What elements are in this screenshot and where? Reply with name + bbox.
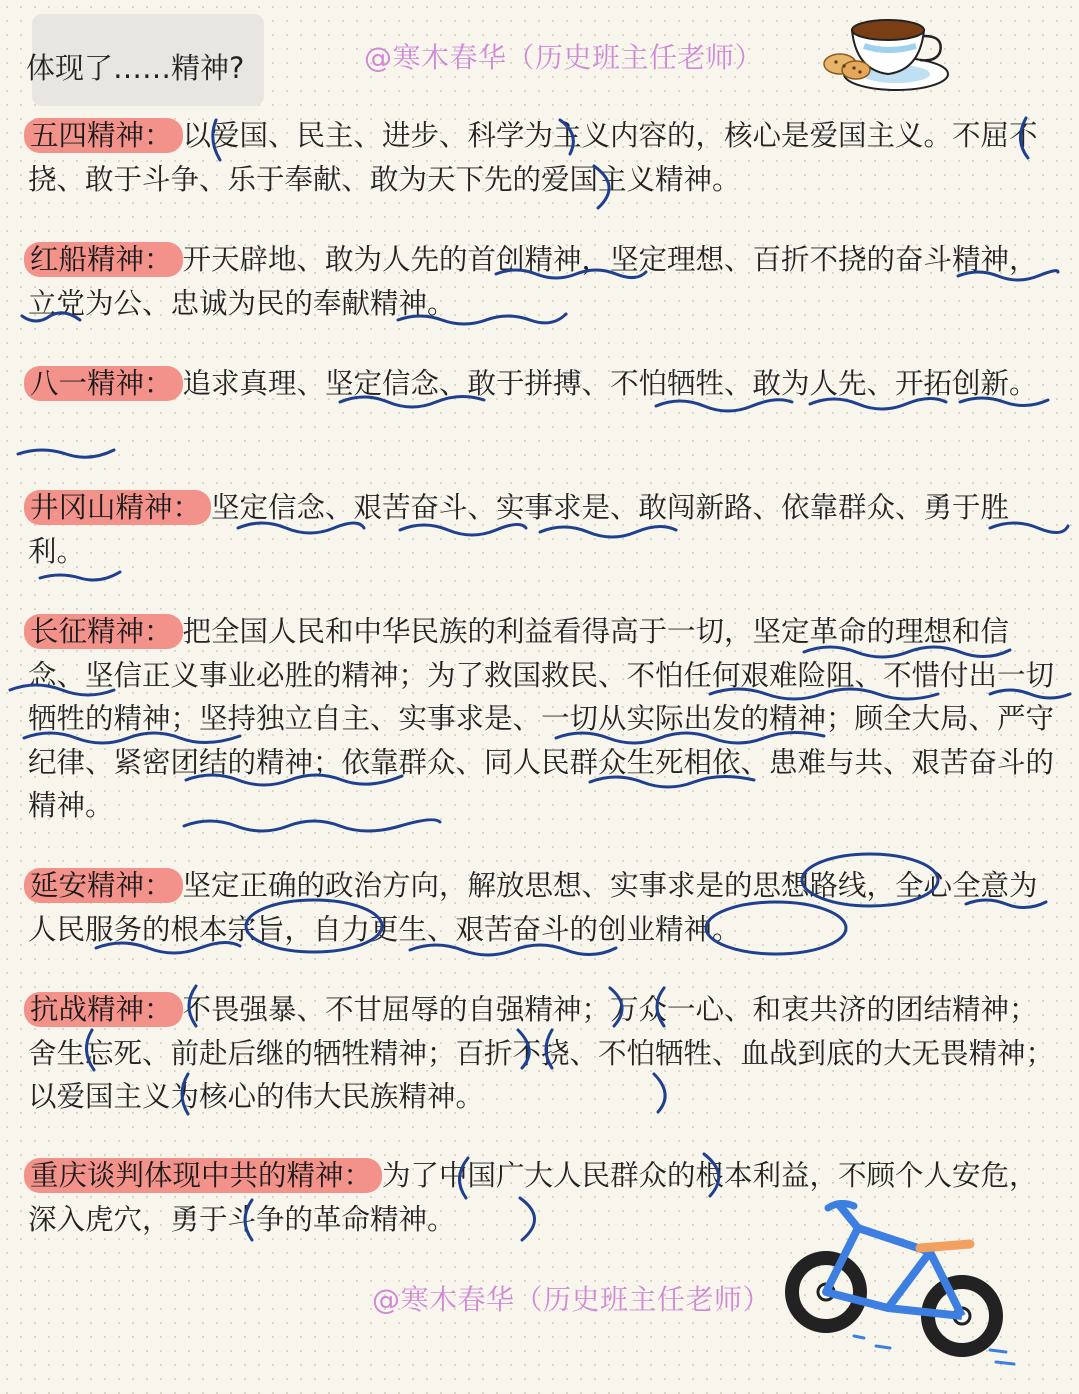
section-label: 红船精神： xyxy=(24,242,183,277)
section-text: 追求真理、坚定信念、敢于拼搏、不怕牺牲、敢为人先、开拓创新。 xyxy=(182,367,1038,400)
section-bayi xyxy=(28,362,1058,406)
section-text: 把全国人民和中华民族的利益看得高于一切，坚定革命的理想和信念、坚信正义事业必胜的精神；为了救国救民、不怕任何艰难险阻、不惜付出一切牺牲的精神；坚持独立自主、实事求是、一切从实际出发的精神；顾全大局、严守纪律、紧密团结的精神；依靠群众、同人民群众生死相依、患难与共、艰苦奋斗的精神。 xyxy=(28,615,1055,822)
section-text: 以爱国、民主、进步、科学为主义内容的，核心是爱国主义。不屈不挠、敢于斗争、乐于奉献、敢为天下先的爱国主义精神。 xyxy=(28,119,1038,196)
page-title: 体现了……精神? xyxy=(26,51,245,85)
section-text: 不畏强暴、不甘屈辱的自强精神；万众一心、和衷共济的团结精神；舍生忘死、前赴后继的牺牲精神；百折不挠、不怕牺牲、血战到底的大无畏精神；以爱国主义为核心的伟大民族精神。 xyxy=(28,993,1055,1113)
coffee-cup-icon xyxy=(812,8,957,96)
section-jinggangshan xyxy=(28,486,1058,573)
section-yanan xyxy=(28,864,1058,951)
section-changzheng xyxy=(28,610,1058,828)
section-text: 为了中国广大人民群众的根本利益，不顾个人安危，深入虎穴，勇于斗争的革命精神。 xyxy=(28,1159,1038,1236)
section-hongchuan xyxy=(28,238,1058,325)
section-label: 长征精神： xyxy=(24,614,183,649)
section-text: 坚定正确的政治方向，解放思想、实事求是的思想路线，全心全意为人民服务的根本宗旨，自力更生、艰苦奋斗的创业精神。 xyxy=(28,869,1038,946)
section-label: 延安精神： xyxy=(24,868,183,903)
section-label: 抗战精神： xyxy=(24,992,183,1027)
watermark-bottom: @寒木春华（历史班主任老师） xyxy=(372,1283,772,1316)
section-label: 井冈山精神： xyxy=(24,490,211,525)
section-kangzhan xyxy=(28,988,1058,1119)
section-text: 坚定信念、艰苦奋斗、实事求是、敢闯新路、依靠群众、勇于胜利。 xyxy=(28,491,1010,568)
bicycle-icon xyxy=(780,1200,1030,1370)
watermark-top: @寒木春华（历史班主任老师） xyxy=(364,41,764,74)
section-text: 开天辟地、敢为人先的首创精神，坚定理想、百折不挠的奋斗精神，立党为公、忠诚为民的奉献精神。 xyxy=(28,243,1038,320)
section-wusi xyxy=(28,114,1058,201)
section-label: 重庆谈判体现中共的精神： xyxy=(24,1158,382,1193)
section-label: 八一精神： xyxy=(24,366,183,401)
section-label: 五四精神： xyxy=(24,118,183,153)
